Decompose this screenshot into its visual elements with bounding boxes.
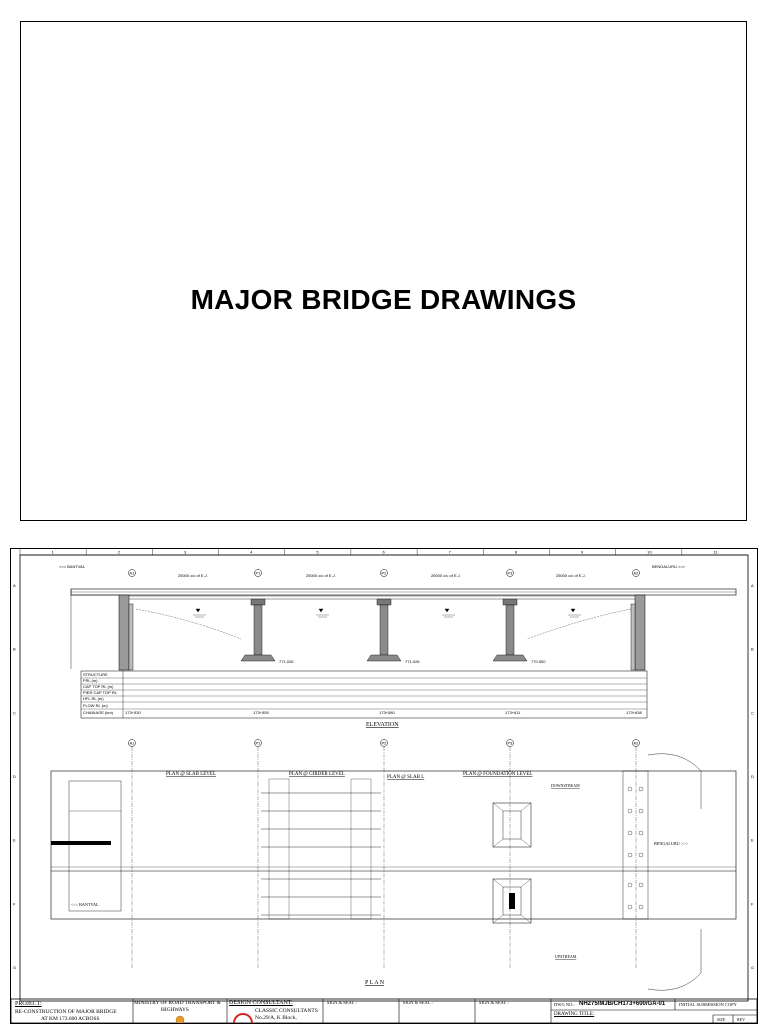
support-marker bbox=[381, 740, 388, 747]
ministry-line-1: MINISTRY OF ROAD TRANSPORT & bbox=[134, 1000, 221, 1006]
elevation-table bbox=[81, 671, 647, 718]
pier bbox=[241, 599, 275, 661]
elevation-left-direction: <<< BANTVAL bbox=[59, 564, 86, 569]
elevation-title: ELEVATION bbox=[366, 722, 399, 728]
cover-page bbox=[20, 21, 747, 521]
footing bbox=[493, 803, 531, 847]
consultant-label: DESIGN CONSULTANT: bbox=[229, 1000, 293, 1006]
svg-text:P3: P3 bbox=[507, 740, 513, 746]
grid-column-label: 4 bbox=[250, 549, 253, 555]
plan-level-label: PLAN @ SLAB LEVEL bbox=[166, 772, 217, 777]
plan-deck-outline bbox=[51, 771, 736, 919]
chainage-value: 173+611 bbox=[505, 710, 521, 715]
elevation-view bbox=[59, 564, 736, 728]
grid-row-label: C bbox=[751, 710, 754, 716]
svg-text:P3: P3 bbox=[507, 570, 513, 576]
elevation-right-direction: BENGALURU >>> bbox=[652, 564, 686, 569]
svg-text:A2: A2 bbox=[633, 740, 639, 746]
rev-label: REV bbox=[737, 1017, 745, 1022]
grid-column-label: 10 bbox=[647, 549, 652, 555]
chainage-value: 173+580 bbox=[379, 710, 395, 715]
drawing-number-label: DWG NO.: bbox=[554, 1002, 575, 1007]
consultant-seal-icon bbox=[234, 1014, 252, 1023]
sign-seal-1: SIGN & SEAL : bbox=[327, 1000, 357, 1005]
span-label: 25000 c/c of E.J. bbox=[178, 573, 208, 578]
chainage-value: 173+555 bbox=[253, 710, 269, 715]
grid-row-label: B bbox=[13, 646, 16, 652]
plan-view bbox=[51, 740, 736, 991]
grid-column-label: 8 bbox=[514, 549, 518, 555]
grid-row-label: G bbox=[13, 965, 17, 971]
table-row-label: FLOW RL (m) bbox=[83, 703, 108, 708]
svg-text:P1: P1 bbox=[255, 740, 261, 746]
grid-column-label: 6 bbox=[382, 549, 385, 555]
table-row-label: PIER CAP TOP RL bbox=[83, 690, 117, 695]
grid-row-label: G bbox=[751, 965, 755, 971]
span-label: 25000 c/c of E.J. bbox=[306, 573, 336, 578]
svg-text:A1: A1 bbox=[129, 740, 135, 746]
support-marker bbox=[633, 570, 640, 577]
grid-column-label: 5 bbox=[316, 549, 319, 555]
grid-row-label: E bbox=[13, 837, 16, 843]
svg-text:P2: P2 bbox=[381, 570, 387, 576]
abutment-left bbox=[119, 595, 129, 670]
grid-column-label: 7 bbox=[448, 549, 451, 555]
pier bbox=[367, 599, 401, 661]
consultant-line-2: No.29/A, K Block, bbox=[255, 1015, 297, 1021]
support-marker bbox=[507, 570, 514, 577]
grid-row-label: A bbox=[13, 582, 16, 588]
plan-level-label: PLAN @ SLAB L bbox=[387, 775, 425, 780]
project-line-2: AT KM 173.600 ACROSS bbox=[41, 1016, 100, 1022]
svg-text:P1: P1 bbox=[255, 570, 261, 576]
grid-row-label: A bbox=[751, 582, 754, 588]
grid-column-label: 3 bbox=[183, 549, 187, 555]
plan-title: P L A N bbox=[365, 980, 385, 986]
plan-level-label: PLAN @ GIRDER LEVEL bbox=[289, 772, 345, 777]
table-row-label: CHAINAGE (km) bbox=[83, 710, 113, 715]
sign-seal-2: SIGN & SEAL : bbox=[403, 1000, 433, 1005]
footing bbox=[493, 879, 531, 923]
support-marker bbox=[381, 570, 388, 577]
span-label: 25000 c/c of E.J. bbox=[431, 573, 461, 578]
support-marker bbox=[129, 570, 136, 577]
consultant-line-1: CLASSIC CONSULTANTS bbox=[255, 1008, 318, 1014]
grid-row-label: D bbox=[13, 774, 16, 779]
plan-level-label: PLAN @ FOUNDATION LEVEL bbox=[463, 772, 533, 777]
support-marker bbox=[255, 570, 262, 577]
table-row-label: CAP TOP RL (m) bbox=[83, 684, 114, 689]
size-label: SIZE bbox=[717, 1017, 726, 1022]
grid-row-label: F bbox=[751, 901, 754, 907]
table-row-label: HFL RL (m) bbox=[83, 696, 104, 701]
foundation-rl: 771.026 bbox=[279, 659, 294, 664]
project-line-1: RE-CONSTRUCTION OF MAJOR BRIDGE bbox=[15, 1009, 117, 1015]
support-marker bbox=[255, 740, 262, 747]
grid-row-label: F bbox=[13, 901, 16, 907]
cover-title: MAJOR BRIDGE DRAWINGS bbox=[190, 284, 577, 315]
grid-row-label: E bbox=[751, 837, 754, 843]
sign-seal-3: SIGN & SEAL : bbox=[479, 1000, 509, 1005]
table-row-label: STRUCTURE bbox=[83, 672, 108, 677]
emblem-icon bbox=[176, 1016, 184, 1023]
grid-column-label: 1 bbox=[51, 549, 54, 555]
grid-column-label: 9 bbox=[581, 549, 584, 555]
support-marker bbox=[507, 740, 514, 747]
plan-left-direction: <<< BANTVAL bbox=[71, 902, 99, 907]
downstream-label: DOWNSTREAM bbox=[551, 783, 580, 788]
drawing-sheet bbox=[10, 548, 758, 1024]
svg-text:P2: P2 bbox=[381, 740, 387, 746]
support-marker bbox=[129, 740, 136, 747]
span-label: 25000 c/c of E.J. bbox=[556, 573, 586, 578]
plan-right-direction: BENGALURU >>> bbox=[654, 841, 688, 846]
grid-row-label: D bbox=[751, 774, 754, 779]
drawing-title-label: DRAWING TITLE: bbox=[554, 1012, 595, 1017]
pier bbox=[493, 599, 527, 661]
support-marker bbox=[633, 740, 640, 747]
foundation-rl: 770.900 bbox=[531, 659, 546, 664]
table-row-label: FRL (m) bbox=[83, 678, 98, 683]
ministry-line-2: HIGHWAYS bbox=[161, 1007, 189, 1013]
grid-row-label: C bbox=[13, 710, 16, 716]
grid-column-label: 11 bbox=[713, 549, 718, 555]
drawing-number: NH275/MJB/CH173+600/GA-01 bbox=[579, 1001, 666, 1007]
project-label: PROJECT: bbox=[15, 1001, 42, 1007]
svg-text:A1: A1 bbox=[129, 570, 135, 576]
chainage-value: 173+638 bbox=[626, 710, 642, 715]
upstream-label: UPSTREAM bbox=[555, 954, 577, 959]
grid-column-label: 2 bbox=[117, 549, 121, 555]
grid-row-label: B bbox=[751, 646, 754, 652]
submission-status: INITIAL SUBMISSION COPY bbox=[679, 1002, 737, 1007]
foundation-rl: 771.026 bbox=[405, 659, 420, 664]
drawing-canvas bbox=[11, 549, 757, 1023]
chainage-value: 173+530 bbox=[125, 710, 141, 715]
abutment-right bbox=[635, 595, 645, 670]
svg-text:A2: A2 bbox=[633, 570, 639, 576]
